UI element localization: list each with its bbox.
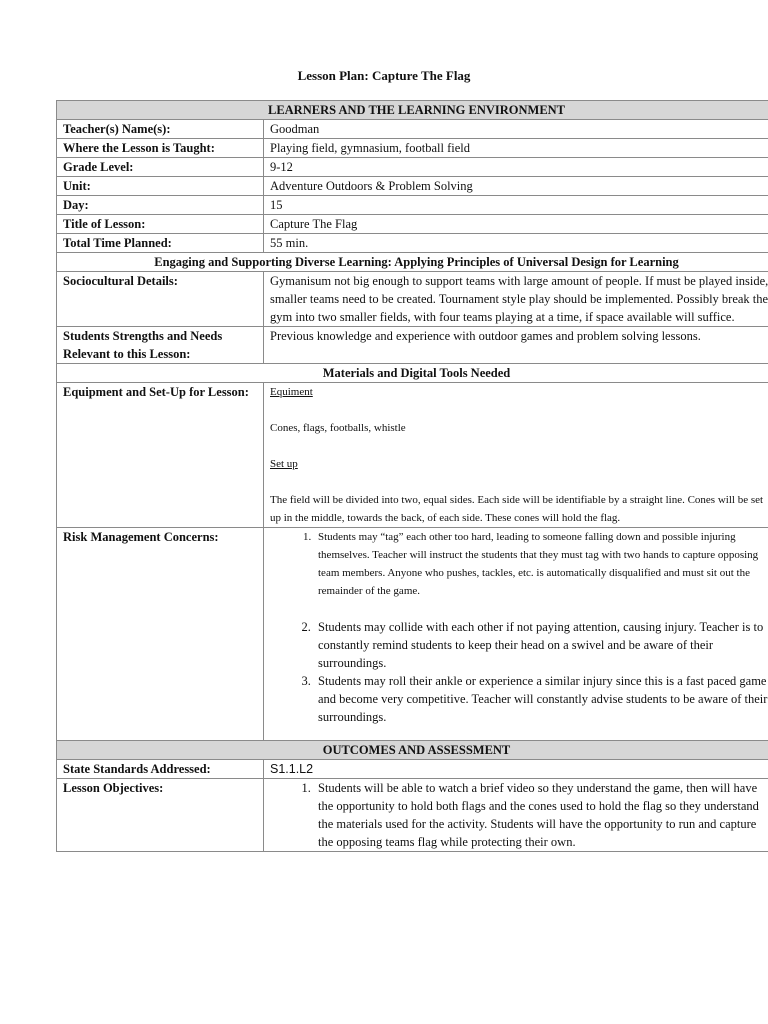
row-value: 15 — [264, 196, 768, 215]
row-value: Capture The Flag — [264, 215, 768, 234]
equipment-heading: Equiment — [270, 386, 313, 398]
row-label: Day: — [57, 196, 264, 215]
table-row — [57, 234, 768, 253]
document-title: Lesson Plan: Capture The Flag — [297, 68, 471, 83]
lesson-plan-table — [56, 100, 768, 852]
standards-value: S1.1.L2 — [264, 760, 768, 779]
list-item: 1. Students may “tag” each other too hard, leading to someone falling down and possible injuring themselves. Teacher will instruct the students that they must tag with two hands to capture opposing team members. Anyone who pushes, tackles, etc. is automatically disqualified and must sit out the remainder of the game. — [314, 528, 768, 600]
section-heading: Engaging and Supporting Diverse Learning: Applying Principles of Universal Design for Learning — [57, 253, 768, 272]
sociocultural-label: Sociocultural Details: — [57, 272, 264, 327]
row-value: Playing field, gymnasium, football field — [264, 139, 768, 158]
row-label: Grade Level: — [57, 158, 264, 177]
objectives-cell — [264, 779, 768, 852]
equipment-cell — [264, 383, 768, 528]
equipment-text: Cones, flags, footballs, whistle — [270, 422, 406, 434]
setup-heading: Set up — [270, 458, 298, 470]
table-row — [57, 120, 768, 139]
section-heading: OUTCOMES AND ASSESSMENT — [57, 741, 768, 760]
objectives-list — [270, 779, 768, 851]
table-row — [57, 177, 768, 196]
row-value: Goodman — [264, 120, 768, 139]
risk-list — [270, 528, 768, 600]
risk-cell — [264, 528, 768, 741]
row-label: Teacher(s) Name(s): — [57, 120, 264, 139]
table-row — [57, 779, 768, 852]
row-label: Unit: — [57, 177, 264, 196]
list-item: 1. Students will be able to watch a brief video so they understand the game, then will have the opportunity to hold both flags and the cones used to hold the flag so they understand the materials used for the activity. Students will have the opportunity to run and capture the opposing teams flag while protecting their own. — [314, 779, 768, 851]
table-row — [57, 139, 768, 158]
table-row — [57, 760, 768, 779]
strengths-text: Previous knowledge and experience with outdoor games and problem solving lessons. — [264, 327, 768, 364]
list-item: 3. Students may roll their ankle or experience a similar injury since this is a fast paced game and become very competitive. Teacher will constantly advise students to be aware of their surroundings. — [314, 672, 768, 726]
strengths-label: Students Strengths and Needs Relevant to this Lesson: — [57, 327, 264, 364]
table-row — [57, 327, 768, 364]
row-value: Adventure Outdoors & Problem Solving — [264, 177, 768, 196]
table-row — [57, 383, 768, 528]
row-label: Where the Lesson is Taught: — [57, 139, 264, 158]
sociocultural-text: Gymanisum not big enough to support teams with large amount of people. If must be played inside, smaller teams need to be created. Tournament style play should be implemented. Possibly break the gym into two smaller fields, with four teams playing at a time, if space available will suffice. — [264, 272, 768, 327]
row-label: Total Time Planned: — [57, 234, 264, 253]
section-header-outcomes — [57, 741, 768, 760]
setup-text: The field will be divided into two, equal sides. Each side will be identifiable by a straight line. Cones will be set up in the middle, towards the back, of each side. These cones will hold the flag. — [270, 494, 764, 524]
section-header-learners — [57, 101, 768, 120]
risk-list — [270, 618, 768, 726]
row-value: 9-12 — [264, 158, 768, 177]
table-row — [57, 196, 768, 215]
section-header-materials — [57, 364, 768, 383]
risk-label: Risk Management Concerns: — [57, 528, 264, 741]
section-heading: LEARNERS AND THE LEARNING ENVIRONMENT — [57, 101, 768, 120]
table-row — [57, 158, 768, 177]
equipment-label: Equipment and Set-Up for Lesson: — [57, 383, 264, 528]
section-header-diverse — [57, 253, 768, 272]
table-row — [57, 215, 768, 234]
row-label: Title of Lesson: — [57, 215, 264, 234]
table-row — [57, 528, 768, 741]
section-heading: Materials and Digital Tools Needed — [57, 364, 768, 383]
list-item: 2. Students may collide with each other if not paying attention, causing injury. Teacher is to constantly remind students to keep their head on a swivel and be aware of their surroundings. — [314, 618, 768, 672]
row-value: 55 min. — [264, 234, 768, 253]
standards-label: State Standards Addressed: — [57, 760, 264, 779]
objectives-label: Lesson Objectives: — [57, 779, 264, 852]
table-row — [57, 272, 768, 327]
